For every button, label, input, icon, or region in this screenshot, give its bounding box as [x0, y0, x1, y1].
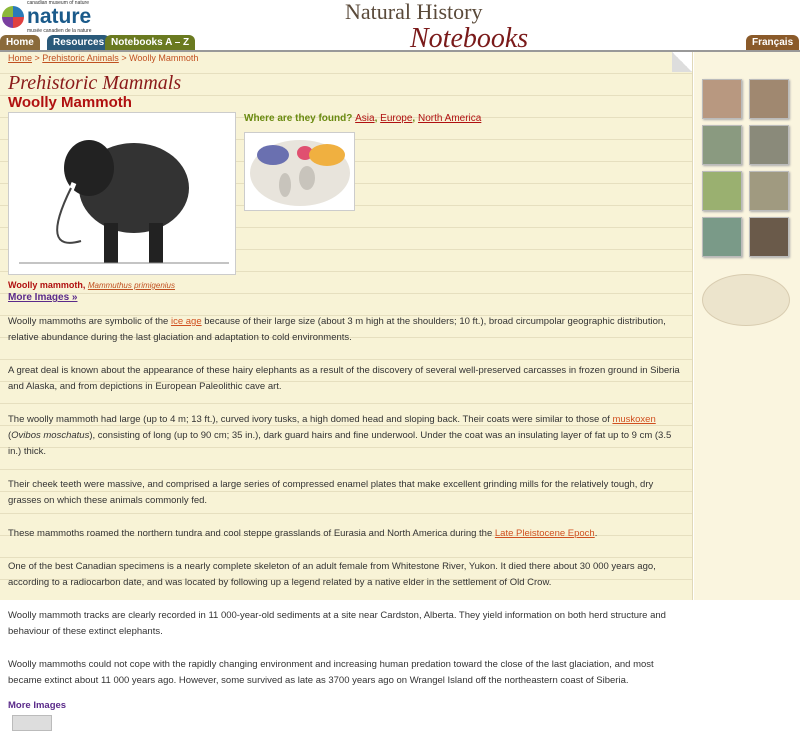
logo-text: nature: [27, 5, 92, 28]
distribution-label: Where are they found? Asia, Europe, North America: [244, 113, 482, 124]
page-title: Woolly Mammoth: [8, 94, 132, 111]
thumb-lion[interactable]: [702, 79, 742, 119]
thumb-eagle[interactable]: [749, 79, 789, 119]
paragraph: Woolly mammoths are symbolic of the ice age because of their large size (about 3 m high at the shoulders; 10 ft.), broad circumpolar geographic distribution, relative abundance during the last glaciation and adaptation to cold environments.: [8, 316, 666, 343]
thumb-lizard[interactable]: [749, 125, 789, 165]
thumb-dinosaur[interactable]: [702, 217, 742, 257]
link-north-america[interactable]: North America: [417, 113, 482, 124]
link-asia[interactable]: Asia: [355, 113, 375, 124]
thumb-fish[interactable]: [702, 125, 742, 165]
logo-icon: [2, 6, 24, 28]
world-globe-icon[interactable]: [702, 274, 790, 326]
category-title: Prehistoric Mammals: [8, 72, 182, 94]
museum-logo[interactable]: [2, 0, 92, 34]
ice-age-link[interactable]: ice age: [170, 316, 202, 327]
main-content: [0, 52, 693, 711]
breadcrumb-home[interactable]: Home: [8, 53, 33, 63]
paragraph: Woolly mammoth tracks are clearly recorded in 11 000-year-old sediments at a site near Cardston, Alberta. They yield information on both herd structure and behaviour of these extinct elephants.: [8, 610, 666, 637]
paragraph: These mammoths roamed the northern tundra and cool steppe grasslands of Eurasia and North America during the Late Pleistocene Epoch.: [8, 528, 598, 539]
header: [0, 0, 800, 54]
link-europe[interactable]: Europe: [380, 113, 413, 124]
breadcrumb-section[interactable]: Prehistoric Animals: [42, 53, 119, 63]
image-caption: Woolly mammoth, Mammuthus primigenius: [8, 280, 175, 290]
tab-francais[interactable]: Français: [746, 35, 799, 50]
thumb-insect[interactable]: [749, 171, 789, 211]
breadcrumb: Home > Prehistoric Animals > Woolly Mammoth: [8, 53, 199, 63]
thumb-muskox[interactable]: [749, 217, 789, 257]
article-body: [8, 314, 680, 731]
pleistocene-link[interactable]: Late Pleistocene Epoch: [494, 528, 595, 539]
logo-text: canadian museum of nature: [27, 0, 89, 6]
paragraph: Their cheek teeth were massive, and comprised a large series of compressed enamel plates that make excellent grinding mills for the relatively tough, dry grasses on which these animals commonly fed.: [8, 479, 654, 506]
distribution-map: [244, 132, 355, 211]
more-images-link[interactable]: More Images »: [8, 292, 78, 303]
latin-name-link[interactable]: Mammuthus primigenius: [87, 281, 175, 290]
thumbnail-image[interactable]: [12, 715, 52, 731]
tab-resources[interactable]: Resources: [47, 35, 110, 50]
sidebar: [694, 52, 800, 600]
paragraph: A great deal is known about the appearance of these hairy elephants as a result of the discovery of several well-preserved carcasses in frozen ground in Siberia and Alaska, and from depictions in European Paleolithic cave art.: [8, 365, 680, 392]
muskoxen-link[interactable]: muskoxen: [612, 414, 656, 425]
breadcrumb-current: Woolly Mammoth: [129, 53, 199, 63]
tab-notebooks[interactable]: Notebooks A – Z: [105, 35, 195, 50]
logo-text: musée canadien de la nature: [27, 28, 92, 34]
thumb-frog[interactable]: [702, 171, 742, 211]
mammoth-illustration[interactable]: [8, 112, 236, 275]
paragraph: One of the best Canadian specimens is a nearly complete skeleton of an adult female from Whitestone River, Yukon. It died there about 30 000 years ago, according to a radiocarbon date, and was located by following up a legend related by a native elder in the settlement of Old Crow.: [8, 561, 656, 588]
tab-home[interactable]: Home: [0, 35, 40, 50]
paragraph: The woolly mammoth had large (up to 4 m; 13 ft.), curved ivory tusks, a high domed head and sloping back. Their coats were similar to those of muskoxen (Ovibos moschatus), consisting of long (up to 90 cm; 35 in.), dark guard hairs and fine underwool. Under the coat was an insulating layer of fat up to 9 cm (3.5 in.) thick.: [8, 414, 672, 457]
paragraph: Woolly mammoths could not cope with the rapidly changing environment and increasing human predation toward the close of the last glaciation, and most became extinct about 11 000 years ago. However, some survived as late as 3700 years ago on Wrangel Island off the northeastern coast of Siberia.: [8, 659, 654, 686]
site-title: Natural History Notebooks: [345, 0, 529, 54]
more-images-heading: More Images: [8, 700, 67, 711]
page-curl-icon: [672, 52, 692, 72]
